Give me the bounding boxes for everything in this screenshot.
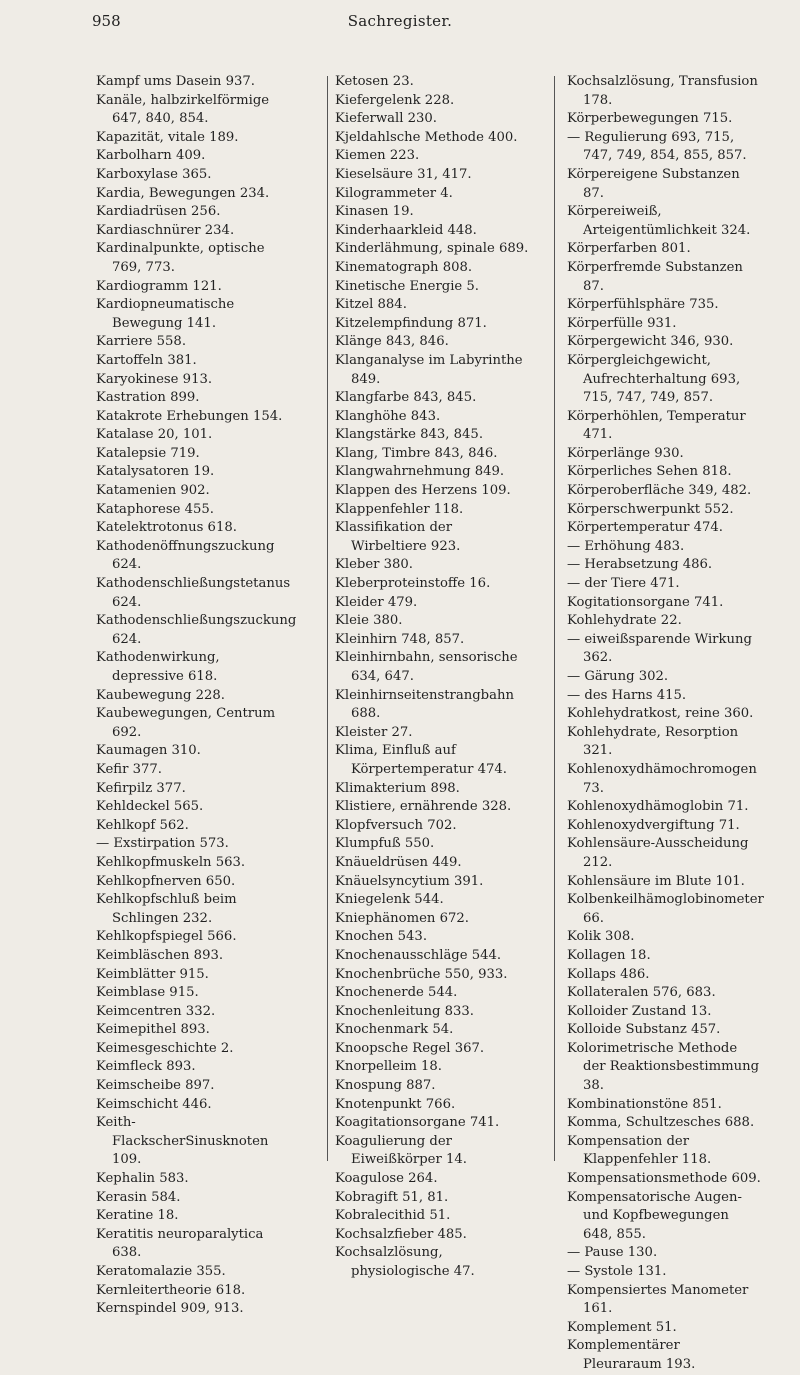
index-entry: Kitzelempfindung 871. (335, 315, 487, 331)
index-entry: Körperfarben 801. (567, 241, 691, 257)
index-entry: Knochenerde 544. (335, 985, 458, 1001)
index-entry: Kehlkopfmuskeln 563. (96, 854, 246, 870)
index-entry: Klima, Einfluß auf Körpertemperatur 474. (335, 743, 507, 777)
index-entry: Kardiadrüsen 256. (96, 204, 221, 220)
index-entry: Kinematograph 808. (335, 259, 473, 275)
index-entry: Kochsalzlösung, physiologische 47. (335, 1245, 475, 1279)
index-entry: Keimbläschen 893. (96, 947, 224, 963)
index-entry: Karboxylase 365. (96, 166, 212, 182)
index-entry: Kaumagen 310. (96, 743, 201, 759)
index-entry: Kapazität, vitale 189. (96, 129, 239, 145)
index-entry: Katalase 20, 101. (96, 427, 213, 443)
index-entry: Kohlehydrate 22. (567, 613, 682, 629)
index-entry: Kehlkopfspiegel 566. (96, 929, 237, 945)
index-entry: — Exstirpation 573. (96, 836, 229, 852)
index-entry: Katalysatoren 19. (96, 464, 215, 480)
index-entry: Kniegelenk 544. (335, 892, 444, 908)
index-entry: Kanäle, halbzirkelförmige 647, 840, 854. (96, 92, 270, 127)
index-entry: Kolloider Zustand 13. (567, 1003, 712, 1019)
index-entry: Klänge 843, 846. (335, 334, 449, 350)
index-entry: Kathodenschließungstetanus 624. (96, 576, 291, 610)
index-entry: Knochenbrüche 550, 933. (335, 966, 508, 982)
index-entry: Körpergleichgewicht, Aufrechterhaltung 693, 715, 747, 749, 857. (567, 352, 741, 406)
index-entry: Kleinhirn 748, 857. (335, 631, 465, 647)
index-entry: Karyokinese 913. (96, 371, 213, 387)
index-entry: Kniephänomen 672. (335, 910, 469, 926)
index-entry: Kinderhaarkleid 448. (335, 222, 477, 238)
column-divider (327, 76, 328, 1161)
index-entry: Kolorimetrische Methode der Reaktionsbestimmung 38. (567, 1040, 760, 1094)
index-entry: Klangwahrnehmung 849. (335, 464, 505, 480)
index-entry: Kephalin 583. (96, 1171, 189, 1187)
index-entry: Kinasen 19. (335, 204, 414, 220)
index-entry: Körperfühlsphäre 735. (567, 297, 719, 313)
index-entry: Kiemen 223. (335, 148, 420, 164)
index-entry: Kohlehydrate, Resorption 321. (567, 724, 739, 759)
index-entry: Körpergewicht 346, 930. (567, 334, 734, 350)
index-entry: Kardinalpunkte, optische 769, 773. (96, 241, 265, 275)
index-entry: Kardiogramm 121. (96, 278, 222, 294)
index-entry: Kollaps 486. (567, 966, 650, 982)
page-header (0, 12, 800, 36)
index-entry: Keith-FlackscherSinusknoten 109. (96, 1115, 269, 1168)
index-entry: Klanganalyse im Labyrinthe 849. (335, 352, 523, 387)
index-entry: — Regulierung 693, 715, 747, 749, 854, 855, 857. (567, 129, 747, 164)
index-entry: Klimakterium 898. (335, 780, 460, 796)
index-entry: Knoopsche Regel 367. (335, 1040, 485, 1056)
index-entry: — eiweißsparende Wirkung 362. (567, 631, 752, 666)
index-entry: Kehldeckel 565. (96, 799, 204, 815)
index-entry: Koagitationsorgane 741. (335, 1115, 500, 1131)
index-entry: Klangfarbe 843, 845. (335, 390, 477, 406)
index-entry: Kleister 27. (335, 724, 413, 740)
index-entry: Kilogrammeter 4. (335, 185, 453, 201)
index-entry: — der Tiere 471. (567, 576, 680, 592)
index-entry: Körperfülle 931. (567, 315, 677, 331)
index-entry: Kolloide Substanz 457. (567, 1022, 721, 1038)
index-entry: Kohlehydratkost, reine 360. (567, 706, 754, 722)
index-entry: Kefirpilz 377. (96, 780, 186, 796)
index-entry: Kardiopneumatische Bewegung 141. (96, 297, 235, 331)
index-entry: Kohlenoxydhämochromogen 73. (567, 761, 757, 796)
index-entry: Klappenfehler 118. (335, 501, 464, 517)
index-entry: Katamenien 902. (96, 483, 210, 499)
index-entry: Kleinhirnseitenstrangbahn 688. (335, 687, 514, 722)
index-entry: Kohlensäure-Ausscheidung 212. (567, 836, 749, 870)
index-entry: Körperhöhlen, Temperatur 471. (567, 408, 746, 443)
index-entry: Kochsalzlösung, Transfusion 178. (567, 74, 758, 108)
index-entry: — Pause 130. (567, 1245, 658, 1261)
index-entry: Kohlenoxydhämoglobin 71. (567, 799, 749, 815)
column-divider (554, 76, 555, 1161)
index-entry: Keimcentren 332. (96, 1003, 216, 1019)
index-entry: Knochen 543. (335, 929, 428, 945)
index-entry: Kjeldahlsche Methode 400. (335, 129, 518, 145)
index-entry: Klumpfuß 550. (335, 836, 435, 852)
index-entry: Kiefergelenk 228. (335, 92, 455, 108)
index-entry: Kleberproteinstoffe 16. (335, 576, 491, 592)
index-entry: Kochsalzfieber 485. (335, 1226, 467, 1242)
index-entry: Knorpelleim 18. (335, 1059, 442, 1075)
index-entry: Klangstärke 843, 845. (335, 427, 484, 443)
index-entry: Kompensationsmethode 609. (567, 1171, 761, 1187)
index-entry: Körperliches Sehen 818. (567, 464, 732, 480)
index-entry: Kollagen 18. (567, 947, 651, 963)
index-entry: Klistiere, ernährende 328. (335, 799, 512, 815)
index-entry: Katakrote Erhebungen 154. (96, 408, 283, 424)
index-column-3 (567, 73, 762, 1375)
index-entry: Kogitationsorgane 741. (567, 594, 724, 610)
index-entry: Koagulierung der Eiweißkörper 14. (335, 1133, 467, 1168)
index-entry: Keimfleck 893. (96, 1059, 196, 1075)
index-entry: Kobragift 51, 81. (335, 1189, 449, 1205)
index-entry: Katelektrotonus 618. (96, 520, 237, 536)
index-entry: Kieselsäure 31, 417. (335, 166, 472, 182)
index-entry: Kefir 377. (96, 761, 162, 777)
index-entry: Komplementärer Pleuraraum 193. (567, 1338, 696, 1372)
index-entry: Keimblase 915. (96, 985, 199, 1001)
index-entry: Keimesgeschichte 2. (96, 1040, 234, 1056)
index-entry: Klang, Timbre 843, 846. (335, 445, 498, 461)
index-entry: Keimschicht 446. (96, 1096, 212, 1112)
index-entry: Knochenmark 54. (335, 1022, 454, 1038)
index-entry: Kleider 479. (335, 594, 418, 610)
index-entry: Kompensiertes Manometer 161. (567, 1282, 749, 1317)
index-entry: Körperschwerpunkt 552. (567, 501, 734, 517)
index-entry: Kathodenwirkung, depressive 618. (96, 650, 220, 684)
index-column-2 (335, 73, 530, 1282)
index-entry: Keimblätter 915. (96, 966, 209, 982)
index-entry: — des Harns 415. (567, 687, 687, 703)
index-entry: Klopfversuch 702. (335, 817, 457, 833)
index-entry: Kartoffeln 381. (96, 352, 197, 368)
index-entry: Kombinationstöne 851. (567, 1096, 722, 1112)
index-entry: Kohlensäure im Blute 101. (567, 873, 745, 889)
index-entry: Körperfremde Substanzen 87. (567, 259, 743, 294)
index-entry: Körpertemperatur 474. (567, 520, 723, 536)
index-entry: Keratine 18. (96, 1208, 179, 1224)
index-entry: Kolik 308. (567, 929, 635, 945)
index-entry: Kataphorese 455. (96, 501, 214, 517)
index-entry: Kieferwall 230. (335, 111, 438, 127)
index-entry: Knochenleitung 833. (335, 1003, 474, 1019)
index-entry: Klappen des Herzens 109. (335, 483, 511, 499)
index-entry: Kehlkopf 562. (96, 817, 189, 833)
running-title: Sachregister. (347, 12, 453, 30)
index-entry: Kardiaschnürer 234. (96, 222, 235, 238)
index-entry: Körpereigene Substanzen 87. (567, 166, 740, 201)
index-entry: — Erhöhung 483. (567, 538, 685, 554)
index-entry: Knäuelsyncytium 391. (335, 873, 484, 889)
index-entry: Kampf ums Dasein 937. (96, 74, 255, 89)
index-entry: Klanghöhe 843. (335, 408, 441, 424)
index-entry: Kerasin 584. (96, 1189, 181, 1205)
index-entry: Kardia, Bewegungen 234. (96, 185, 270, 201)
index-entry: Komplement 51. (567, 1319, 677, 1335)
index-entry: Knotenpunkt 766. (335, 1096, 456, 1112)
index-entry: Knospung 887. (335, 1078, 436, 1094)
index-entry: Körperlänge 930. (567, 445, 684, 461)
index-entry: Kernleitertheorie 618. (96, 1282, 246, 1298)
index-entry: Karbolharn 409. (96, 148, 206, 164)
index-entry: Kohlenoxydvergiftung 71. (567, 817, 740, 833)
index-entry: Kleinhirnbahn, sensorische 634, 647. (335, 650, 518, 684)
index-entry: — Systole 131. (567, 1264, 667, 1279)
index-entry: Körperoberfläche 349, 482. (567, 483, 752, 499)
index-entry: Körpereiweiß, Arteigentümlichkeit 324. (567, 204, 751, 238)
index-entry: Keratomalazie 355. (96, 1264, 226, 1279)
index-entry: Katalepsie 719. (96, 445, 200, 461)
index-entry: Klassifikation der Wirbeltiere 923. (335, 520, 461, 554)
index-entry: Kastration 899. (96, 390, 200, 406)
index-entry: Kleie 380. (335, 613, 403, 629)
index-column-1 (96, 73, 297, 1319)
index-entry: Kompensation der Klappenfehler 118. (567, 1133, 712, 1168)
index-entry: Kathodenschließungszuckung 624. (96, 613, 297, 647)
page-number: 958 (92, 12, 121, 30)
index-entry: Keimepithel 893. (96, 1022, 210, 1038)
index-entry: Ketosen 23. (335, 74, 414, 89)
index-entry: Kehlkopfnerven 650. (96, 873, 236, 889)
index-entry: Keratitis neuroparalytica 638. (96, 1226, 264, 1261)
index-entry: — Gärung 302. (567, 669, 669, 684)
index-entry: — Herabsetzung 486. (567, 557, 713, 573)
index-entry: Kinderlähmung, spinale 689. (335, 241, 529, 257)
index-entry: Komma, Schultzesches 688. (567, 1115, 755, 1131)
index-entry: Kernspindel 909, 913. (96, 1301, 244, 1317)
index-entry: Kompensatorische Augen- und Kopfbewegungen 648, 855. (567, 1189, 742, 1242)
index-entry: Keimscheibe 897. (96, 1078, 215, 1094)
index-entry: Karriere 558. (96, 334, 187, 350)
index-entry: Kollateralen 576, 683. (567, 985, 716, 1001)
index-entry: Kathodenöffnungszuckung 624. (96, 538, 275, 573)
index-entry: Kolbenkeilhämoglobinometer 66. (567, 892, 764, 926)
index-entry: Kitzel 884. (335, 297, 407, 313)
index-entry: Kaubewegung 228. (96, 687, 225, 703)
index-entry: Koagulose 264. (335, 1171, 438, 1187)
index-entry: Knochenausschläge 544. (335, 947, 502, 963)
index-entry: Kinetische Energie 5. (335, 278, 479, 294)
index-entry: Kehlkopfschluß beim Schlingen 232. (96, 892, 237, 926)
index-entry: Körperbewegungen 715. (567, 111, 733, 127)
index-entry: Kleber 380. (335, 557, 413, 573)
index-entry: Kobralecithid 51. (335, 1208, 451, 1224)
index-entry: Knäueldrüsen 449. (335, 854, 462, 870)
index-entry: Kaubewegungen, Centrum 692. (96, 706, 276, 740)
